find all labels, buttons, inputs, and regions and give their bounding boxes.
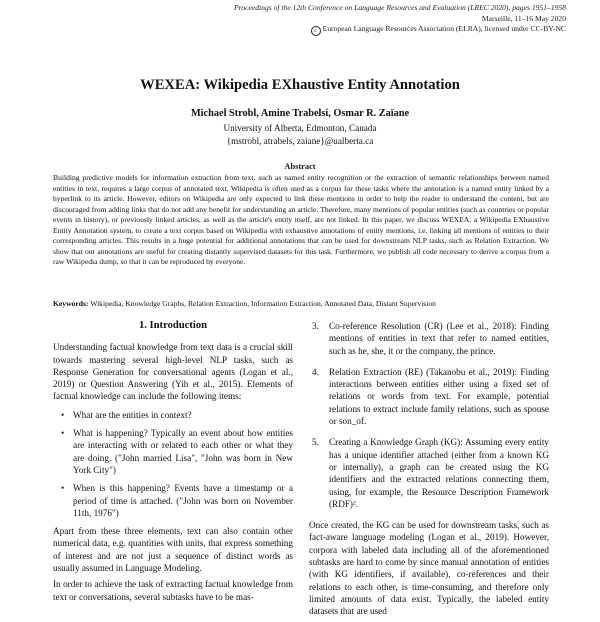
paragraph: Once created, the KG can be used for downstream tasks, such as fact-aware language modeling (Logan et al., 2019). However, corpora with labeled data including all of the aforementioned subtasks are hard to come by since manual annotation of entities (with KG identifiers, if available), co-references and their relations to each other, is time-consuming, and therefore only limited amounts of data exist. Typically, the labeled entity datasets that are used	[309, 520, 549, 617]
item-text: Creating a Knowledge Graph (KG): Assuming every entity has a unique identifier attached (either from a known KG or internally), a graph can be created using the KG identifiers and the extracted relations connecting them, using, for example, the Resource Description Framework (RDF)².	[329, 437, 549, 509]
item-number: 3.	[312, 321, 319, 331]
factual-knowledge-list	[53, 409, 293, 519]
list-item	[309, 436, 549, 510]
author-emails: {mstrobl, atrabels, zaiane}@ualberta.ca	[226, 135, 374, 146]
keywords-line	[53, 299, 549, 308]
right-column	[309, 320, 549, 622]
author-affiliation	[0, 122, 600, 147]
abstract-text: Building predictive models for information extraction from text, such as named entity recognition or the extraction of semantic relationships between named entities in text, requires a large corpus of annotated text. Wikipedia is often used as a corpus for these tasks where the annotation is a named entity linked by a hyperlink to its article. However, editors on Wikipedia are only expected to link these mentions in order to help the reader to understand the content, but are discouraged from adding links that do not add any benefit for understanding an article. Therefore, many mentions of popular entities (such as countries or popular events in history), or previously linked articles, as well as the article's entity itself, are not linked. In this paper, we discuss WEXEA, a Wikipedia EXhaustive Entity Annotation system, to create a text corpus based on Wikipedia with exhaustive annotations of entity mentions, i.e. linking all mentions of entities to their corresponding articles. This results in a huge potential for additional annotations that can be used for downstream NLP tasks, such as Relation Extraction. We show that our annotations are useful for creating distantly supervised datasets for this task. Furthermore, we publish all code necessary to derive a corpus from a raw Wikipedia dump, so that it can be reproduced by everyone.	[53, 173, 549, 267]
keywords-list: Wikipedia, Knowledge Graphs, Relation Extraction, Information Extraction, Annotated Data, Distant Supervision	[90, 299, 436, 308]
subtask-list	[309, 320, 549, 510]
left-column	[53, 320, 293, 607]
abstract-heading: Abstract	[284, 162, 316, 171]
item-text: Relation Extraction (RE) (Takanobu et al., 2019): Finding interactions between entities either using a fixed set of relations or words from text. For example, potential relations to extract include family relations, such as spouse or son_of.	[329, 366, 549, 427]
license-text: European Language Resources Association (ELRA), licensed under CC-BY-NC	[322, 24, 566, 34]
paper-title: WEXEA: Wikipedia EXhaustive Entity Annotation	[140, 77, 460, 93]
venue-date-line: Marseille, 11–16 May 2020	[481, 13, 566, 23]
proceedings-line: Proceedings of the 12th Conference on Language Resources and Evaluation (LREC 2020), pages 1951–1958	[234, 3, 566, 12]
abstract-body	[53, 173, 549, 268]
item-number: 4.	[312, 366, 319, 377]
section-heading-introduction: 1. Introduction	[138, 320, 208, 331]
item-number: 5.	[312, 437, 319, 448]
affiliation-text: University of Alberta, Edmonton, Canada	[223, 123, 377, 133]
list-item: • What is happening? Typically an event about how entities are interacting with or related to each other or what they are doing. ("John married Lisa", "John was born in New York City")	[53, 427, 293, 476]
copyright-icon: c	[311, 26, 321, 36]
list-item: • When is this happening? Events have a timestamp or a period of time is attached. ("John was born on November 11th, 1976")	[53, 482, 293, 519]
proceedings-header	[234, 3, 566, 36]
list-item	[309, 366, 549, 427]
paragraph: Apart from these three elements, text can also contain other numerical data, e.g. quantities with units, that express something of interest and are not just a sequence of distinct words as usually assumed in Language Modeling.	[53, 526, 293, 574]
item-text: Co-reference Resolution (CR) (Lee et al., 2018): Finding mentions of entities in text that refer to named entities, such as he, she, it or the company, the prince.	[329, 321, 549, 356]
paragraph: In order to achieve the task of extracting factual knowledge from text or conversations, several subtasks have to be mas-	[53, 579, 293, 602]
keywords-label: Keywords:	[53, 299, 89, 308]
intro-paragraph: Understanding factual knowledge from text data is a crucial skill towards mastering several high-level NLP tasks, such as Response Generation for conversational agents (Logan et al., 2019) or Question Answering (Yih et al., 2015). Elements of factual knowledge can include the following items:	[53, 342, 293, 402]
paper-authors: Michael Strobl, Amine Trabelsi, Osmar R. Zaïane	[190, 108, 410, 119]
list-item: • What are the entities in context?	[53, 409, 293, 421]
license-line	[234, 24, 566, 36]
list-item	[309, 320, 549, 357]
